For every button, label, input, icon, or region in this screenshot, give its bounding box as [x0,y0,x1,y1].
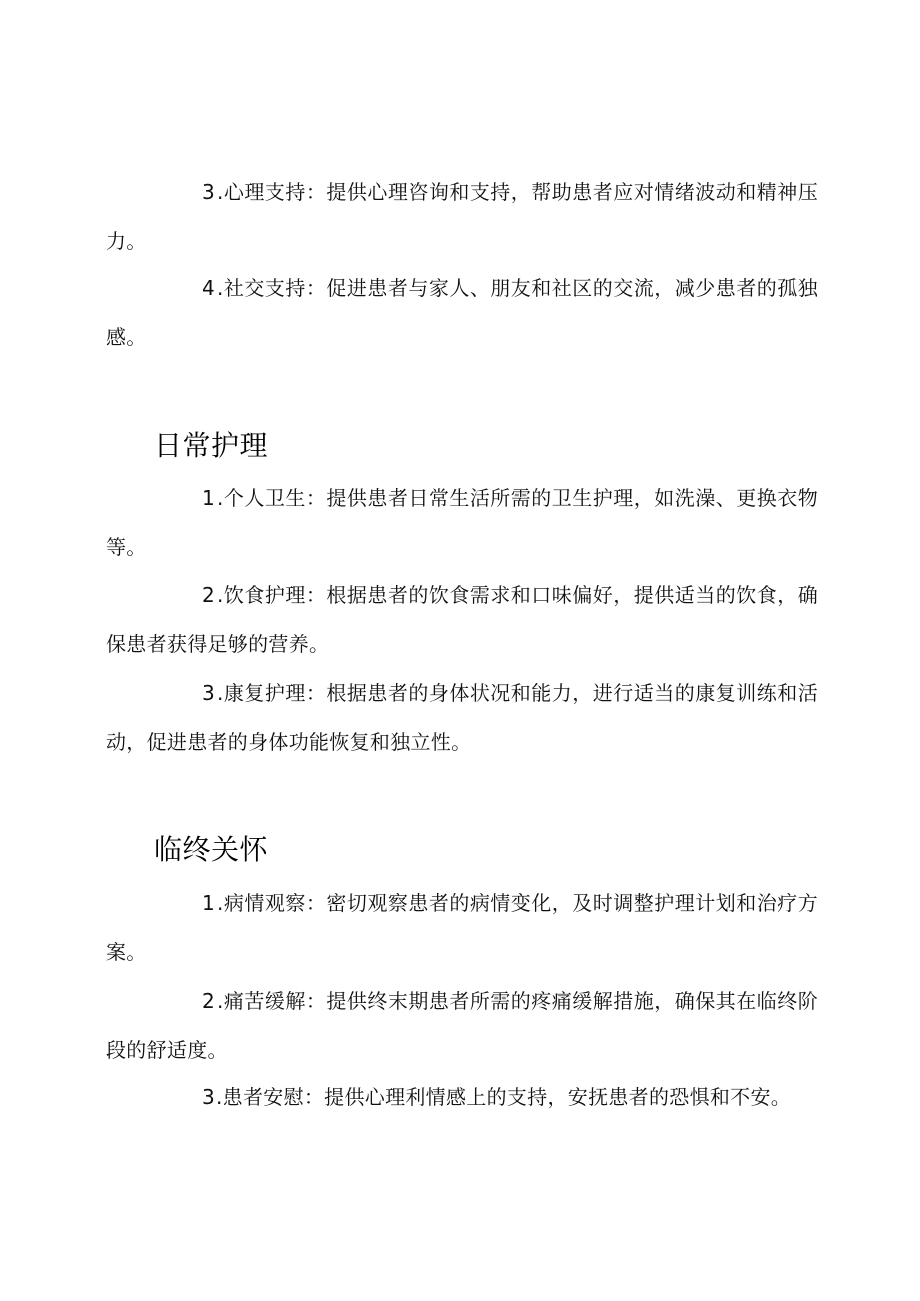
section-heading: 日常护理 [154,429,269,462]
item-label: 社交支持 [223,276,306,300]
item-label: 康复护理 [223,681,306,705]
item-label: 病情观察 [223,891,306,915]
list-item [106,977,818,1075]
item-label: 个人卫生 [223,486,306,510]
item-text: ：提供患者日常生活所需的卫生护理，如洗澡、更换衣物等。 [106,486,819,559]
item-text: ：促进患者与家人、朋友和社区的交流，减少患者的孤独感。 [106,276,819,349]
list-item [106,571,818,669]
item-text: ：根据患者的饮食需求和口味偏好，提供适当的饮食，确保患者获得足够的营养。 [106,583,819,656]
list-item [106,879,818,977]
item-text: ：提供终末期患者所需的疼痛缓解措施，确保其在临终阶段的舒适度。 [106,989,819,1062]
item-number: 3 [202,681,216,705]
item-label: 患者安慰 [222,1085,304,1109]
item-number: 1 [202,891,216,915]
item-text: ：提供心理咨询和支持，帮助患者应对情绪波动和精神压力。 [106,180,819,253]
item-dot: . [217,681,224,705]
item-dot: . [216,1085,223,1109]
item-dot: . [217,583,224,607]
list-item [106,1073,818,1122]
item-dot: . [217,486,224,510]
item-number: 3 [202,1085,216,1109]
item-number: 2 [202,989,216,1013]
item-number: 2 [202,583,216,607]
item-number: 4 [202,276,216,300]
item-label: 痛苦缓解 [223,989,306,1013]
item-dot: . [217,891,224,915]
section-heading: 临终关怀 [154,833,269,866]
list-item [106,474,818,572]
item-label: 饮食护理 [223,583,306,607]
item-dot: . [217,989,224,1013]
list-item [106,669,818,767]
item-label: 心理支持 [223,180,306,204]
item-text: ：根据患者的身体状况和能力，进行适当的康复训练和活动，促进患者的身体功能恢复和独立性。 [106,681,819,754]
list-item [106,168,818,266]
item-text: ：密切观察患者的病情变化，及时调整护理计划和治疗方案。 [106,891,819,964]
item-number: 3 [202,180,216,204]
item-number: 1 [202,486,216,510]
list-item [106,264,818,362]
item-text: ：提供心理利情感上的支持，安抚患者的恐惧和不安。 [303,1085,792,1109]
item-dot: . [217,180,224,204]
item-dot: . [217,276,224,300]
